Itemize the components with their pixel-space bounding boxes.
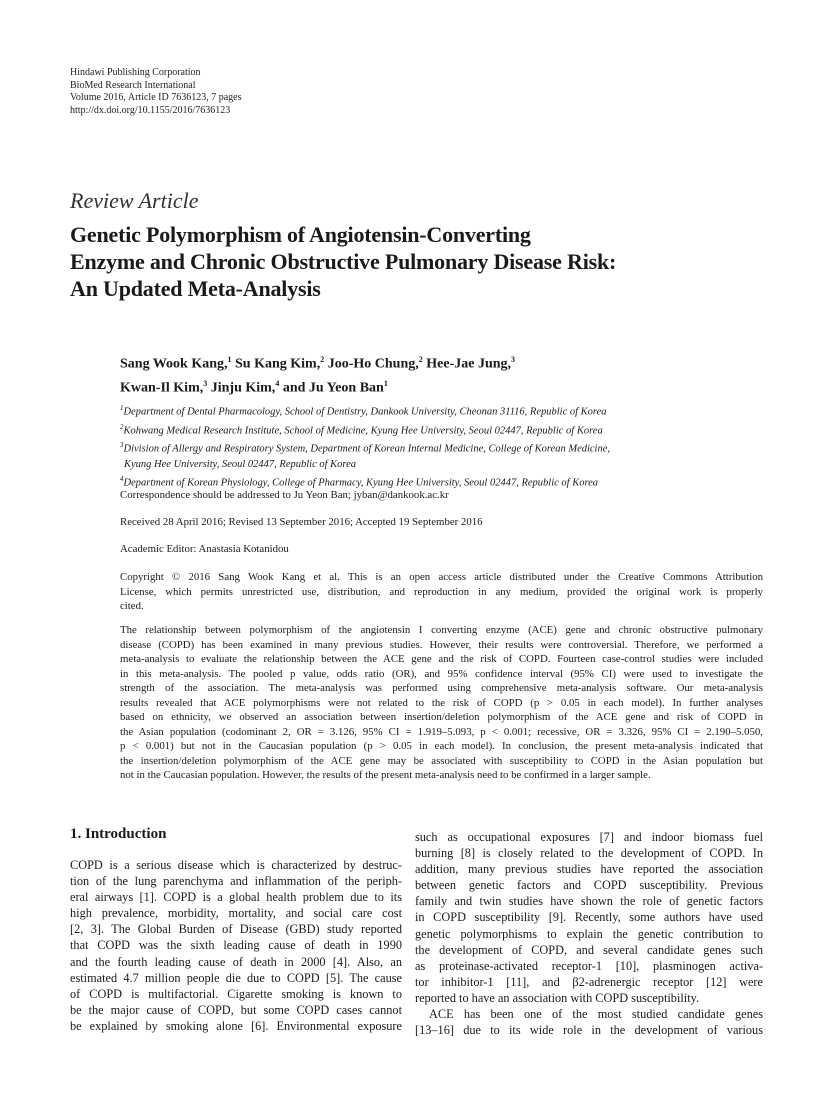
author-name: and Ju Yeon Ban: [279, 380, 384, 396]
copyright-notice: [120, 570, 763, 614]
abstract-line: not in the Caucasian population. However, the results of the present meta-analysis need to be confirmed in a larger sample.: [120, 769, 651, 781]
affiliation-text: Department of Dental Pharmacology, School of Dentistry, Dankook University, Cheonan 31116, Republic of Korea: [123, 406, 607, 418]
author-affiliation-mark: 2: [320, 355, 325, 364]
publisher: Hindawi Publishing Corporation: [70, 67, 201, 78]
abstract-line: the Asian population (codominant 2, OR = 3.126, 95% CI = 1.919–5.093, p < 0.001; recessive, OR = 3.326, 95% CI = 2.190–5.050,: [120, 725, 763, 738]
article-title: [70, 221, 616, 302]
body-text-line: tor inhibitor-1 [11], and β2-adrenergic receptor [12] were: [415, 974, 763, 989]
body-text-line: eral airways [1]. COPD is a global health problem due to its: [70, 890, 402, 905]
abstract-line: disease (COPD) has been examined in many previous studies. However, their results were controversial. Therefore, we performed a: [120, 638, 763, 651]
body-text-line: such as occupational exposures [7] and indoor biomass fuel: [415, 830, 763, 844]
body-text-line: the development of COPD, and several candidate genes such: [415, 942, 763, 957]
abstract-line: the insertion/deletion polymorphism of the ACE gene may be associated with susceptibility to COPD in the Asian population but: [120, 754, 763, 767]
copyright-line: License, which permits unrestricted use, distribution, and reproduction in any medium, provided the original work is properly: [120, 585, 763, 598]
affiliation-line: [120, 438, 610, 457]
affiliation-text: Division of Allergy and Respiratory System, Department of Korean Internal Medicine, College of Korean Medicine,: [123, 443, 611, 455]
abstract-line: based on ethnicity, we observed an association between insertion/deletion polymorphism of the ACE gene and risk of COPD in: [120, 711, 763, 723]
received-dates: Received 28 April 2016; Revised 13 September 2016; Accepted 19 September 2016: [120, 516, 483, 528]
section-heading: 1. Introduction: [70, 826, 167, 842]
author-affiliation-mark: 3: [511, 355, 516, 364]
body-text-line: in COPD susceptibility [9]. Recently, some authors have used: [415, 910, 763, 925]
abstract-line: p < 0.001) but not in the Caucasian population (p > 0.05 in each model). In conclusion, the present meta-analysis indicated that: [120, 740, 763, 752]
affiliation-number: 2: [120, 422, 124, 431]
body-text-line: high prevalence, morbidity, mortality, and social care cost: [70, 906, 402, 921]
author-affiliation-mark: 3: [203, 378, 208, 388]
body-text-line: family and twin studies have shown the role of genetic factors: [415, 894, 763, 909]
author-name: Jinju Kim,: [207, 380, 276, 396]
author-affiliation-mark: 2: [418, 355, 423, 364]
body-text-line: that COPD was the sixth leading cause of death in 1990: [70, 938, 402, 953]
abstract-line: results revealed that ACE polymorphisms were not related to the risk of COPD (p > 0.05 in each model). In further analyses: [120, 696, 763, 709]
body-text-line: genetic polymorphisms to explain the genetic contribution to: [415, 926, 763, 941]
affiliation-text: Department of Korean Physiology, College of Pharmacy, Kyung Hee University, Seoul 02447, Republic of Korea: [123, 477, 599, 488]
body-text-line: estimated 4.7 million people die due to COPD [5]. The cause: [70, 970, 402, 985]
title-line: Enzyme and Chronic Obstructive Pulmonary Disease Risk:: [70, 249, 617, 274]
body-text-line: COPD is a serious disease which is characterized by destruc-: [70, 858, 402, 872]
body-text-line: burning [8] is closely related to the development of COPD. In: [415, 846, 763, 861]
author-line: [120, 374, 515, 398]
author-affiliation-mark: 1: [383, 378, 388, 388]
title-line: Genetic Polymorphism of Angiotensin-Converting: [70, 222, 531, 247]
affiliation-number: 4: [120, 474, 124, 483]
affiliation-line: [120, 420, 610, 439]
journal-header: [70, 67, 241, 117]
title-line: An Updated Meta-Analysis: [70, 276, 321, 301]
affiliation-line: [120, 401, 610, 420]
body-text-line: [13–16] due to its wide role in the development of various: [415, 1023, 763, 1038]
right-column: [415, 829, 763, 1038]
body-text-line: ACE has been one of the most studied candidate genes: [429, 1007, 763, 1022]
author-name: Su Kang Kim,: [231, 356, 321, 372]
affiliation-number: 1: [120, 404, 124, 412]
copyright-line: cited.: [120, 600, 144, 612]
body-text-line: of COPD is multifactorial. Cigarette smoking is known to: [70, 986, 402, 1001]
volume-info: Volume 2016, Article ID 7636123, 7 pages: [70, 92, 242, 103]
affiliation-line: [120, 457, 610, 472]
correspondence: Correspondence should be addressed to Ju Yeon Ban; jyban@dankook.ac.kr: [120, 489, 449, 501]
body-text-line: tion of the lung parenchyma and inflammation of the periph-: [70, 874, 402, 889]
body-text-line: and the fourth leading cause of death in 2000 [4]. Also, an: [70, 954, 402, 969]
abstract: [120, 623, 763, 783]
academic-editor: Academic Editor: Anastasia Kotanidou: [120, 543, 289, 555]
affiliation-number: 3: [120, 441, 124, 449]
doi-link[interactable]: http://dx.doi.org/10.1155/2016/7636123: [70, 104, 231, 116]
journal-name: BioMed Research International: [70, 79, 196, 91]
author-name: Hee-Jae Jung,: [422, 356, 512, 372]
abstract-line: in this meta-analysis. The pooled p value, odds ratio (OR), and 95% confidence interval (95% CI) were used to investigate the: [120, 667, 763, 680]
affiliation-line: [120, 472, 610, 491]
author-list: [120, 350, 515, 397]
author-name: Sang Wook Kang,: [120, 356, 228, 372]
left-column: [70, 857, 402, 1034]
author-name: Kwan-Il Kim,: [120, 380, 204, 396]
author-affiliation-mark: 4: [275, 378, 280, 388]
body-text-line: addition, many previous studies have reported the association: [415, 862, 763, 877]
body-text-line: as proteinase-activated receptor-1 [10], plasminogen activa-: [415, 958, 763, 973]
affiliations: [120, 401, 610, 490]
author-line: [120, 350, 515, 374]
abstract-line: The relationship between polymorphism of the angiotensin I converting enzyme (ACE) gene and chronic obstructive pulmonary: [120, 624, 763, 636]
article-type: Review Article: [70, 188, 199, 213]
author-affiliation-mark: 1: [227, 355, 232, 364]
affiliation-text: Kyung Hee University, Seoul 02447, Republic of Korea: [124, 458, 357, 470]
affiliation-text: Kohwang Medical Research Institute, School of Medicine, Kyung Hee University, Seoul 02447, Republic of Korea: [123, 425, 603, 436]
author-name: Joo-Ho Chung,: [324, 356, 419, 372]
copyright-line: Copyright © 2016 Sang Wook Kang et al. This is an open access article distributed under the Creative Commons Attribution: [120, 571, 763, 583]
body-text-line: be the major cause of COPD, but some COPD cases cannot: [70, 1002, 402, 1017]
body-text-line: reported to have an association with COPD susceptibility.: [415, 990, 700, 1005]
abstract-line: strength of the association. The meta-analysis was performed using comprehensive meta-analysis software. Our meta-analysis: [120, 682, 763, 694]
body-text-line: between genetic factors and COPD susceptibility. Previous: [415, 878, 763, 893]
body-text-line: [2, 3]. The Global Burden of Disease (GBD) study reported: [70, 922, 402, 937]
abstract-line: meta-analysis to evaluate the relationship between the ACE gene and the risk of COPD. Fourteen case-control studies were included: [120, 653, 763, 665]
body-text-line: be explained by smoking alone [6]. Environmental exposure: [70, 1018, 402, 1033]
